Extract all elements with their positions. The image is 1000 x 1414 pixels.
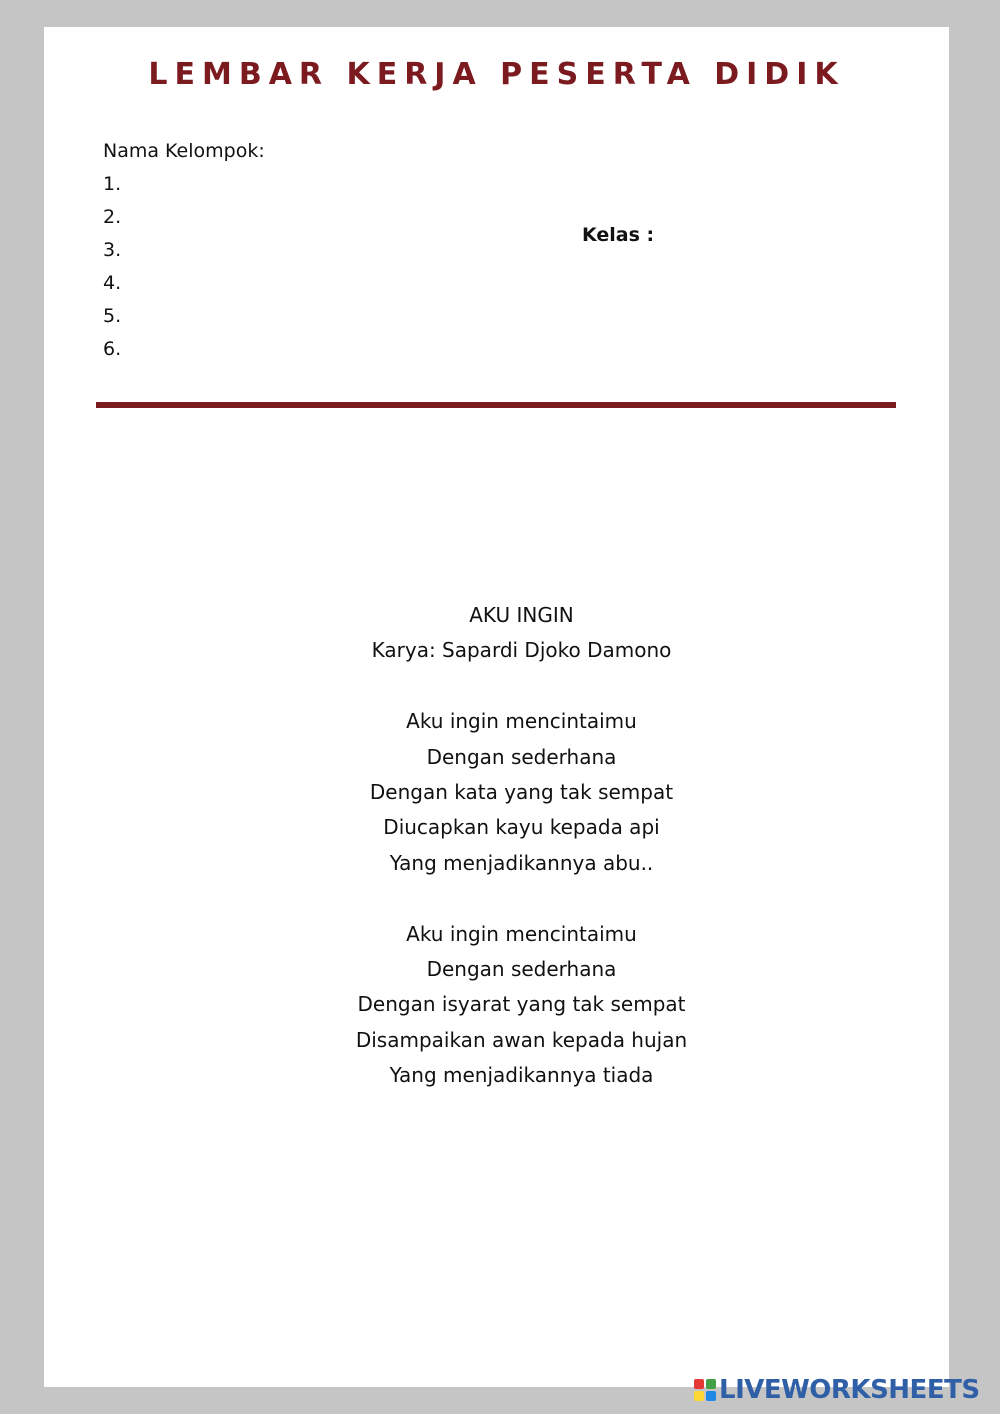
liveworksheets-logo-icon xyxy=(694,1379,716,1401)
poem-line: Dengan sederhana xyxy=(426,956,617,981)
group-member-list xyxy=(103,171,265,369)
poem-line: Yang menjadikannya tiada xyxy=(389,1063,654,1088)
logo-square xyxy=(706,1379,716,1389)
poem-line: Diucapkan kayu kepada api xyxy=(383,815,660,840)
poem-line: Aku ingin mencintaimu xyxy=(406,709,637,734)
watermark-text: LIVEWORKSHEETS xyxy=(719,1375,980,1405)
group-member-number: 3. xyxy=(103,239,122,261)
poem xyxy=(44,598,999,1093)
group-name-label: Nama Kelompok: xyxy=(103,140,265,162)
worksheet-title: LEMBAR KERJA PESERTA DIDIK xyxy=(148,57,845,92)
group-members-section xyxy=(103,138,265,369)
group-member-number: 5. xyxy=(103,305,122,327)
worksheet-page xyxy=(44,27,949,1387)
liveworksheets-watermark xyxy=(694,1376,980,1404)
poem-line: Yang menjadikannya abu.. xyxy=(389,850,654,875)
logo-square xyxy=(694,1379,704,1389)
group-member-number: 6. xyxy=(103,338,122,360)
stanza-gap xyxy=(44,669,999,704)
poem-line: Dengan kata yang tak sempat xyxy=(369,779,674,804)
group-member-number: 1. xyxy=(103,173,122,195)
group-member-number: 4. xyxy=(103,272,122,294)
poem-line: Aku ingin mencintaimu xyxy=(406,921,637,946)
poem-line: Disampaikan awan kepada hujan xyxy=(355,1027,688,1052)
poem-line: Dengan sederhana xyxy=(426,744,617,769)
group-member-number: 2. xyxy=(103,206,122,228)
logo-square xyxy=(706,1391,716,1401)
logo-square xyxy=(694,1391,704,1401)
class-label: Kelas : xyxy=(582,224,655,246)
section-divider xyxy=(96,402,896,408)
poem-title: AKU INGIN xyxy=(469,603,574,627)
poem-line: Dengan isyarat yang tak sempat xyxy=(357,992,686,1017)
poem-author: Karya: Sapardi Djoko Damono xyxy=(371,638,672,663)
stanza-gap xyxy=(44,881,999,916)
